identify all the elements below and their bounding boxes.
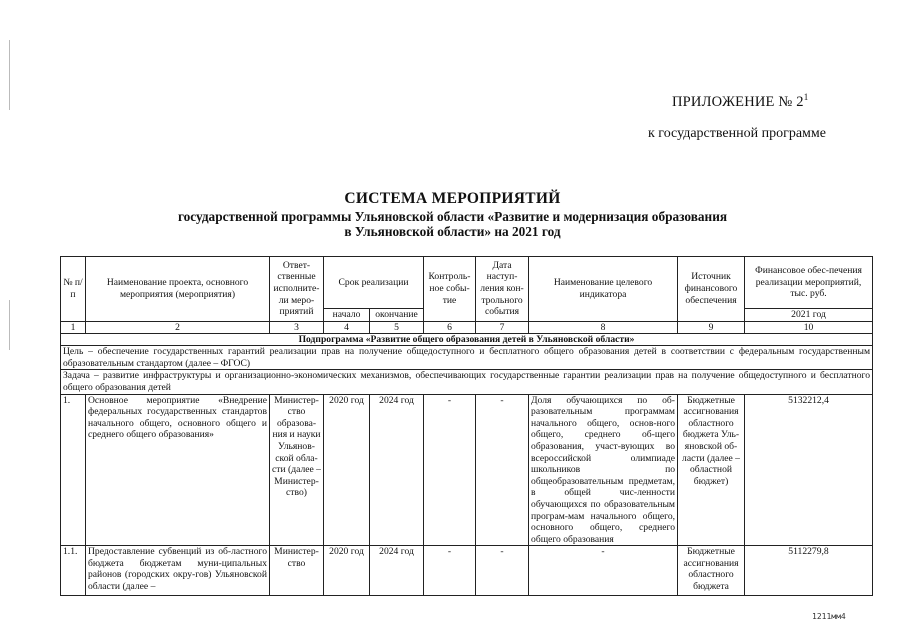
column-number: 1 <box>61 321 86 333</box>
appendix-reference: к государственной программе <box>648 126 826 141</box>
row-date: - <box>476 546 529 596</box>
document-subtitle-line2: в Ульяновской области» на 2021 год <box>344 224 561 239</box>
document-title: СИСТЕМА МЕРОПРИЯТИЙ <box>344 190 561 207</box>
column-number: 2 <box>86 321 270 333</box>
row-executor: Министер-ство образова-ния и науки Ульянов-ской обла-сти (далее – Министер-ство) <box>270 394 324 546</box>
row-indicator: - <box>529 546 678 596</box>
row-source: Бюджетные ассигнования областного бюджета Уль-яновской об-ласти (далее – областной бюджет) <box>678 394 745 546</box>
row-control: - <box>424 394 476 546</box>
scan-edge-mark <box>9 40 10 110</box>
goal-text: Цель – обеспечение государственных гарантий реализации прав на получение общедоступного и бесплатного общего образования детей в соответствии с федеральным государственным образовательным стандартом (далее – ФГОС) <box>61 346 873 370</box>
row-indicator: Доля обучающихся по об-разовательным программам начального общего, основ-ного общего, среднего об-щего образования, участ-вующих во всероссийской олимпиаде школьников по общеобразовательным предметам, в общей чис-ленности обучающихся по образовательным програм-мам начального общего, основного общего, среднего общего образования <box>529 394 678 546</box>
measures-table <box>60 256 873 596</box>
column-number: 3 <box>270 321 324 333</box>
column-number: 5 <box>370 321 424 333</box>
row-control: - <box>424 546 476 596</box>
row-executor: Министер-ство <box>270 546 324 596</box>
header-indicator: Наименование целевого индикатора <box>529 257 678 322</box>
row-finance: 5132212,4 <box>745 394 873 546</box>
header-control-event: Контроль-ное собы-тие <box>424 257 476 322</box>
header-executor: Ответ-ственные исполните-ли меро-приятий <box>270 257 324 322</box>
header-event-date: Дата наступ-ления кон-трольного события <box>476 257 529 322</box>
row-num: 1. <box>61 394 86 546</box>
table-row <box>61 546 873 596</box>
header-finance: Финансовое обес-печения реализации мероприятий, тыс. руб. <box>745 257 873 309</box>
row-start: 2020 год <box>324 546 370 596</box>
subprogram-title: Подпрограмма «Развитие общего образования детей в Ульяновской области» <box>61 333 873 346</box>
column-number: 9 <box>678 321 745 333</box>
row-source: Бюджетные ассигнования областного бюджета <box>678 546 745 596</box>
header-year: 2021 год <box>745 309 873 322</box>
row-start: 2020 год <box>324 394 370 546</box>
row-num: 1.1. <box>61 546 86 596</box>
row-name: Предоставление субвенций из об-ластного бюджета бюджетам муни-ципальных районов (городских окру-гов) Ульяновской области (далее – <box>86 546 270 596</box>
scan-edge-mark <box>9 300 10 350</box>
document-subtitle-line1: государственной программы Ульяновской области «Развитие и модернизация образования <box>177 209 728 224</box>
column-number: 4 <box>324 321 370 333</box>
header-name: Наименование проекта, основного мероприятия (мероприятия) <box>86 257 270 322</box>
column-number: 8 <box>529 321 678 333</box>
header-source: Источник финансового обеспечения <box>678 257 745 322</box>
row-finance: 5112279,8 <box>745 546 873 596</box>
column-number: 6 <box>424 321 476 333</box>
appendix-label: ПРИЛОЖЕНИЕ № $2^1$ <box>672 92 809 110</box>
row-end: 2024 год <box>370 394 424 546</box>
header-num: № п/п <box>61 257 86 322</box>
header-start: начало <box>324 309 370 322</box>
row-date: - <box>476 394 529 546</box>
table-row <box>61 394 873 546</box>
footer-mark: 1211мм4 <box>812 612 846 621</box>
row-end: 2024 год <box>370 546 424 596</box>
task-text: Задача – развитие инфраструктуры и организационно-экономических механизмов, обеспечивающих государственные гарантии реализации прав на получение общедоступного и бесплатного общего образования детей <box>61 370 873 394</box>
column-number: 7 <box>476 321 529 333</box>
column-number: 10 <box>745 321 873 333</box>
header-end: окончание <box>370 309 424 322</box>
row-name: Основное мероприятие «Внедрение федеральных государственных стандартов начального общего, основного общего и среднего общего образования» <box>86 394 270 546</box>
header-period: Срок реализации <box>324 257 424 309</box>
